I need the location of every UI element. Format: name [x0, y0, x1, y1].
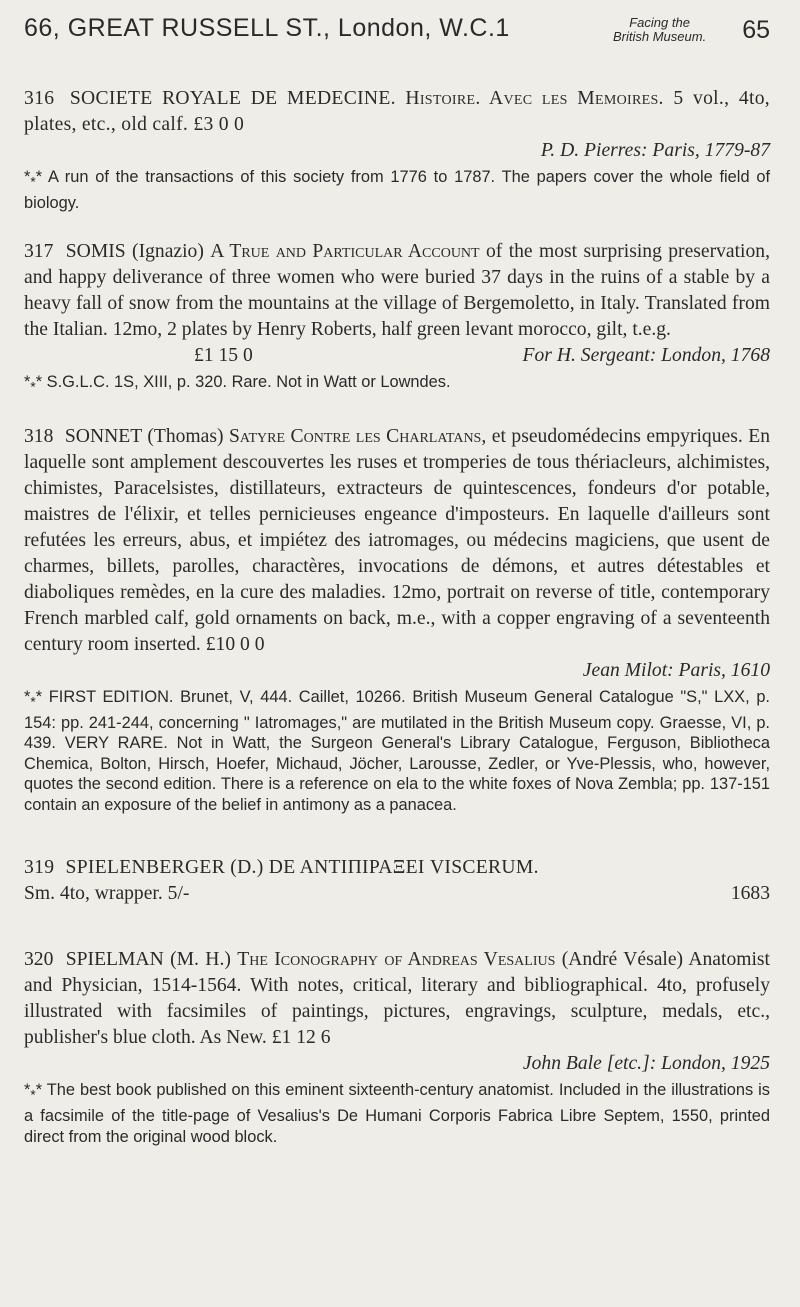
entry-price: £3 0 0 [193, 114, 245, 135]
entry-price: £1 12 6 [271, 1027, 331, 1049]
facing-note [613, 16, 706, 44]
entry-author: SOMIS (Ignazio) [65, 241, 204, 263]
entry-number: 319 [24, 857, 55, 879]
entry-note: $*_**$ A run of the transactions of this society from 1776 to 1787. The papers cover the whole field of biology. [24, 168, 771, 212]
entry-description: (André Vésale) Anatomist and Physician, 1514-1564. With notes, critical, literary and bibliographical. 4to, profusely illustrated with facsimiles of paintings, pictures, engravings, sculpture, medals, etc., publisher's blue cloth. As New. [24, 949, 770, 1049]
price-publisher-line [24, 343, 770, 369]
catalogue-entry [24, 86, 770, 213]
entry-title: Histoire. Avec les Memoires. [405, 88, 664, 109]
header-right [613, 14, 770, 45]
entry-price: £1 15 0 [194, 345, 253, 367]
entry-heading [24, 239, 770, 343]
entry-heading [24, 855, 770, 881]
entry-title: DE ANTIΠΙΡΑΞΕΙ VISCERUM. [268, 857, 539, 879]
bookseller-address: 66, GREAT RUSSELL ST., London, W.C.1 [24, 14, 510, 42]
entry-title: A True and Particular Account [210, 241, 480, 263]
entry-heading [24, 86, 770, 138]
entry-description: Sm. 4to, wrapper. 5/- [24, 883, 190, 905]
entry-note: $*_**$ The best book published on this eminent sixteenth-century anatomist. Included in the illustrations is a facsimile of the title-page of Vesalius's De Humani Corporis Fabrica Libre Septem, 1550, printed direct from the original wood block. [24, 1081, 770, 1146]
entry-publisher: Jean Milot: Paris, 1610 [582, 660, 770, 682]
entry-description: of the most surprising preservation, and happy deliverance of three women who were buried 37 days in the ruins of a stable by a heavy fall of snow from the mountains at the village of Bergemoletto, in Italy. Translated from the Italian. 12mo, 2 plates by Henry Roberts, half green levant morocco, gilt, t.e.g. [24, 241, 770, 341]
entry-author: SOCIETE ROYALE DE MEDECINE. [69, 88, 396, 109]
catalogue-entry [24, 424, 770, 815]
facing-line-1: Facing the [629, 15, 690, 30]
page-header [24, 14, 770, 60]
entry-heading [24, 424, 770, 658]
entry-date: 1683 [730, 883, 770, 905]
catalogue-entry [24, 947, 770, 1147]
entry-author: SPIELENBERGER (D.) [65, 857, 264, 879]
entry-publisher: P. D. Pierres: Paris, 1779-87 [540, 140, 770, 161]
entry-title: The Iconography of Andreas Vesalius [237, 949, 556, 971]
entry-publisher: John Bale [etc.]: London, 1925 [522, 1053, 770, 1075]
entry-note: $*_**$ S.G.L.C. 1S, XIII, p. 320. Rare. Not in Watt or Lowndes. [24, 373, 451, 395]
entry-price: £10 0 0 [205, 634, 265, 656]
entry-note: $*_**$ FIRST EDITION. Brunet, V, 444. Caillet, 10266. British Museum General Catalogue "S," LXX, p. 154: pp. 241-244, concerning " Iatromages," are mutilated in the British Museum copy. Graesse, VI, p. 439. VERY RARE. Not in Watt, the Surgeon General's Library Catalogue, Ferguson, Bibliotheca Chemica, Bolton, Hirsch, Hoefer, Michaud, Jöcher, Larousse, Zedler, or Yve-Plessis, who, however, quotes the second edition. There is a reference on ela to the white foxes of Nova Zembla; pp. 137-151 contain an exposure of the belief in antimony as a panacea. [24, 688, 770, 814]
entry-author: SPIELMAN (M. H.) [65, 949, 231, 971]
page-number: 65 [742, 16, 770, 44]
entry-number: 320 [24, 949, 54, 971]
entry-number: 317 [24, 241, 54, 263]
catalogue-entry [24, 239, 770, 398]
catalogue-entry [24, 855, 770, 907]
entry-title: Satyre Contre les Charlatans, [229, 426, 487, 448]
entry-author: SONNET (Thomas) [64, 426, 224, 448]
entry-publisher: For H. Sergeant: London, 1768 [522, 345, 770, 367]
entry-number: 316 [24, 88, 55, 109]
entry-description: et pseudomédecins empyriques. En laquelle sont amplement descouvertes les ruses et tromperies de tous thériacleurs, alchimistes, chimistes, Paracelsistes, distillateurs, extracteurs de quintescences, fondeurs d'or potable, maistres de l'élixir, et telles pernicieuses engeance d'imposteurs. En laquelle d'ailleurs sont refutées les erreurs, abus, et impiétez des iatromages, ou médecins magiciens, que usent de charmes, billets, parolles, charactères, invocations de démons, et autres détestables et diaboliques remèdes, en la cure des maladies. 12mo, portrait on reverse of title, contemporary French marbled calf, gold ornaments on back, m.e., with a copper engraving of a seventeenth century room inserted. [24, 426, 770, 656]
facing-line-2: British Museum. [612, 29, 707, 44]
desc-date-line [24, 881, 770, 907]
entry-number: 318 [24, 426, 54, 448]
entry-heading [24, 947, 770, 1051]
entry-description: 5 vol., 4to, plates, etc., old calf. [24, 88, 770, 135]
